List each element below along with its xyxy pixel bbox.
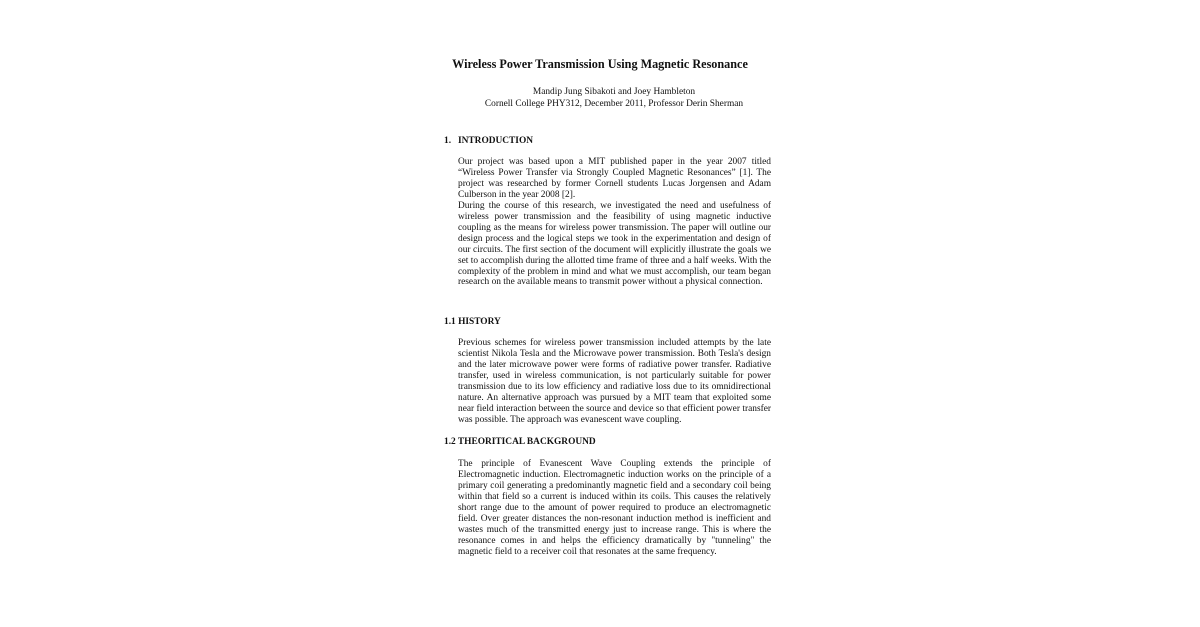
paragraph: The principle of Evanescent Wave Coupling extends the principle of Electromagnetic induction. Electromagnetic induction works on the principle of a primary coil generating a predominantly magnetic field and a secondary coil being within that field so a current is induced within its coils. This causes the relatively short range due to the amount of power required to produce an electromagnetic field. Over greater distances the non-resonant induction method is inefficient and wastes much of the transmitted energy just to increase range. This is where the resonance comes in and helps the efficiency dramatically by "tunneling" the magnetic field to a receiver coil that resonates at the same frequency. (458, 459, 771, 557)
author-affiliation: Cornell College PHY312, December 2011, Professor Derin Sherman (484, 98, 744, 109)
author-block (0, 87, 1200, 110)
section-body-theoretical-background (458, 459, 771, 558)
paragraph: Previous schemes for wireless power transmission included attempts by the late scientist Nikola Tesla and the Microwave power transmission. Both Tesla's design and the later microwave power were forms of radiative power transfer. Radiative transfer, used in wireless communication, is not particularly suitable for power transmission due to its low efficiency and radiative loss due to its omnidirectional nature. An alternative approach was pursued by a MIT team that exploited some near field interaction between the source and device so that efficient power transfer was possible. The approach was evanescent wave coupling. (458, 338, 771, 425)
section-body-history (458, 338, 771, 426)
paragraph: Our project was based upon a MIT published paper in the year 2007 titled “Wireless Power Transfer via Strongly Coupled Magnetic Resonances” [1]. The project was researched by former Cornell students Lucas Jorgensen and Adam Culberson in the year 2008 [2]. (458, 157, 771, 200)
section-number: 1. (444, 136, 452, 146)
paragraph: During the course of this research, we investigated the need and usefulness of wireless power transmission and the feasibility of using magnetic inductive coupling as the means for wireless power transmission. The paper will outline our design process and the logical steps we took in the experimentation and design of our circuits. The first section of the document will explicitly illustrate the goals we set to accomplish during the allotted time frame of three and a half weeks. With the complexity of the problem in mind and what we must accomplish, our team began research on the available means to transmit power without a physical connection. (458, 200, 771, 288)
section-heading-theoretical-background (444, 437, 596, 448)
section-heading-introduction (444, 136, 533, 147)
section-body-introduction (458, 157, 771, 288)
section-title: 1.2 THEORITICAL BACKGROUND (444, 437, 596, 447)
paper-title: Wireless Power Transmission Using Magnetic Resonance (452, 57, 748, 71)
section-title: INTRODUCTION (458, 136, 534, 146)
section-title: 1.1 HISTORY (444, 317, 501, 327)
section-heading-history (444, 317, 501, 328)
author-names: Mandip Jung Sibakoti and Joey Hambleton (532, 87, 696, 97)
